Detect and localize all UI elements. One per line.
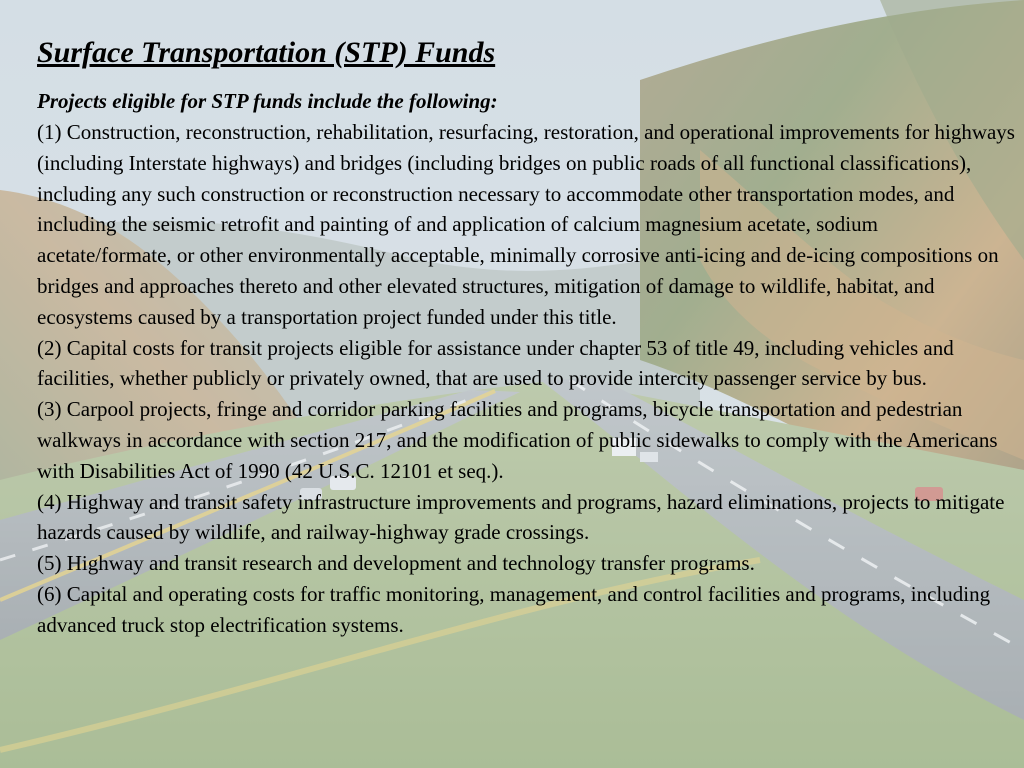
slide-subtitle: Projects eligible for STP funds include the following: [37, 89, 498, 113]
eligible-project-item-3: (3) Carpool projects, fringe and corridor parking facilities and programs, bicycle transportation and pedestrian walkways in accordance with section 217, and the modification of public sidewalks to comply with the Americans with Disabilities Act of 1990 (42 U.S.C. 12101 et seq.). [37, 397, 998, 483]
slide-title: Surface Transportation (STP) Funds [37, 36, 496, 69]
eligible-project-item-6: (6) Capital and operating costs for traffic monitoring, management, and control facilities and programs, including advanced truck stop electrification systems. [37, 581, 991, 637]
slide-content [37, 34, 1017, 641]
eligible-project-item-2: (2) Capital costs for transit projects eligible for assistance under chapter 53 of title 49, including vehicles and facilities, whether publicly or privately owned, that are used to provide intercity passenger service by bus. [37, 335, 954, 391]
eligible-project-item-4: (4) Highway and transit safety infrastructure improvements and programs, hazard eliminations, projects to mitigate hazards caused by wildlife, and railway-highway grade crossings. [37, 489, 1005, 545]
eligible-project-item-1: (1) Construction, reconstruction, rehabilitation, resurfacing, restoration, and operational improvements for highways (including Interstate highways) and bridges (including bridges on public roads of all functional classifications), including any such construction or reconstruction necessary to accommodate other transportation modes, and including the seismic retrofit and painting of and application of calcium magnesium acetate, sodium acetate/formate, or other environmentally acceptable, minimally corrosive anti-icing and de-icing compositions on bridges and approaches thereto and other elevated structures, mitigation of damage to wildlife, habitat, and ecosystems caused by a transportation project funded under this title. [37, 120, 1015, 329]
eligible-project-item-5: (5) Highway and transit research and development and technology transfer programs. [37, 551, 755, 576]
